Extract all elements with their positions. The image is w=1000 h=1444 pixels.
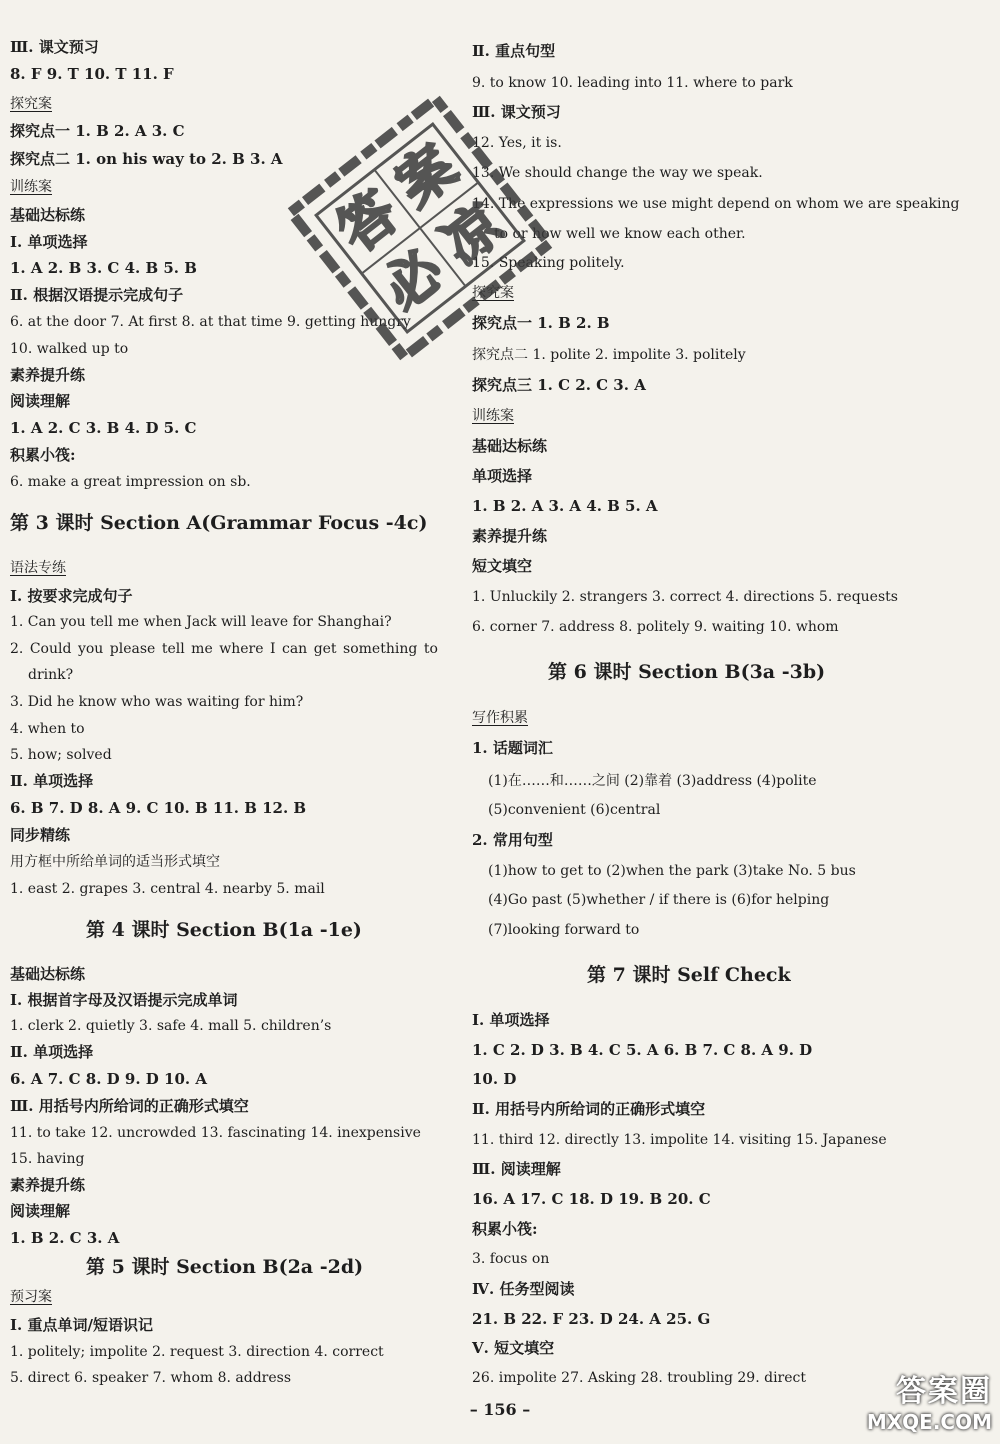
answer-line: (4)Go past (5)whether / if there is (6)for helping bbox=[488, 892, 830, 908]
subsection-line: Ⅲ. 阅读理解 bbox=[472, 1160, 561, 1178]
answer-word: Could bbox=[29, 641, 72, 657]
answer-line: (5)convenient (6)central bbox=[488, 802, 661, 818]
subsection-line: 阅读理解 bbox=[10, 1202, 71, 1220]
subsection-line: 探究点二 1. on his way to 2. B 3. A bbox=[10, 150, 283, 168]
stamp-char-4: 凉 bbox=[429, 191, 515, 278]
subsection-line: 阅读理解 bbox=[10, 392, 71, 410]
answer-line: 5. direct 6. speaker 7. whom 8. address bbox=[10, 1370, 292, 1386]
subsection-line: 素养提升练 bbox=[472, 527, 548, 545]
answer-line: 13. We should change the way we speak. bbox=[472, 165, 763, 181]
answer-word: please bbox=[109, 641, 156, 657]
subsection-line: 2. 常用句型 bbox=[472, 831, 553, 849]
section-label: 预习案 bbox=[10, 1289, 52, 1305]
subsection-line: 1. C 2. D 3. B 4. C 5. A 6. B 7. C 8. A 9. D bbox=[472, 1041, 813, 1059]
subsection-line: 基础达标练 bbox=[10, 206, 86, 224]
answer-line: 6. at the door 7. At first 8. at that time 9. getting hungry bbox=[10, 314, 411, 330]
subsection-line: Ⅱ. 单项选择 bbox=[10, 772, 94, 790]
stamp-char-3: 必 bbox=[371, 236, 457, 324]
subsection-line: 探究点一 1. B 2. A 3. C bbox=[10, 122, 185, 140]
subsection-line: Ⅲ. 课文预习 bbox=[472, 103, 561, 121]
lesson-heading: 第 7 课时 Self Check bbox=[587, 964, 791, 986]
subsection-line: 积累小筏: bbox=[10, 446, 76, 464]
answer-word: something bbox=[343, 641, 418, 657]
subsection-line: Ⅰ. 重点单词/短语识记 bbox=[10, 1316, 153, 1334]
answer-line: 4. when to bbox=[10, 721, 85, 737]
subsection-line: 短文填空 bbox=[472, 557, 533, 575]
subsection-line: 基础达标练 bbox=[472, 437, 548, 455]
stamp-char-1: 答 bbox=[325, 178, 411, 265]
subsection-line: 1. A 2. C 3. B 4. D 5. C bbox=[10, 419, 197, 437]
subsection-line: 探究点一 1. B 2. B bbox=[472, 314, 610, 332]
subsection-line: 1. 话题词汇 bbox=[472, 739, 553, 757]
subsection-line: 10. D bbox=[472, 1070, 517, 1088]
answer-line: 3. focus on bbox=[472, 1251, 550, 1267]
answer-line: 11. third 12. directly 13. impolite 14. visiting 15. Japanese bbox=[472, 1132, 887, 1148]
answer-line: 5. how; solved bbox=[10, 747, 112, 763]
answer-line: 1. east 2. grapes 3. central 4. nearby 5. mail bbox=[10, 881, 325, 897]
subsection-line: Ⅳ. 任务型阅读 bbox=[472, 1280, 575, 1298]
subsection-line: Ⅱ. 根据汉语提示完成句子 bbox=[10, 286, 184, 304]
section-label: 训练案 bbox=[472, 408, 514, 424]
answer-word: you bbox=[77, 641, 104, 657]
answer-line: 1. Can you tell me when Jack will leave for Shanghai? bbox=[10, 614, 392, 630]
answer-word: 2. bbox=[10, 641, 24, 657]
section-label: 探究案 bbox=[10, 96, 52, 112]
answer-line: 9. to know 10. leading into 11. where to park bbox=[472, 75, 793, 91]
answer-line: 26. impolite 27. Asking 28. troubling 29. direct bbox=[472, 1370, 806, 1386]
subsection-line: 6. B 7. D 8. A 9. C 10. B 11. B 12. B bbox=[10, 799, 307, 817]
answer-word: I bbox=[269, 641, 276, 657]
answer-line: 15. having bbox=[10, 1151, 85, 1167]
subsection-line: Ⅲ. 课文预习 bbox=[10, 38, 99, 56]
answer-line: 1. politely; impolite 2. request 3. direction 4. correct bbox=[10, 1344, 384, 1360]
answer-line: 12. Yes, it is. bbox=[472, 135, 562, 151]
subsection-line: 8. F 9. T 10. T 11. F bbox=[10, 65, 174, 83]
section-label: 探究案 bbox=[472, 285, 514, 301]
lesson-heading: 第 3 课时 Section A(Grammar Focus -4c) bbox=[10, 512, 428, 534]
subsection-line: 1. A 2. B 3. C 4. B 5. B bbox=[10, 259, 197, 277]
section-label: 语法专练 bbox=[10, 560, 66, 576]
answer-word: tell bbox=[161, 641, 185, 657]
lesson-heading: 第 6 课时 Section B(3a -3b) bbox=[548, 661, 826, 683]
answer-word: to bbox=[423, 641, 438, 657]
subsection-line: 素养提升练 bbox=[10, 366, 86, 384]
subsection-line: Ⅰ. 按要求完成句子 bbox=[10, 587, 133, 605]
answer-line: drink? bbox=[28, 667, 74, 683]
section-label: 训练案 bbox=[10, 179, 52, 195]
watermark-logo: 答案圈 bbox=[896, 1374, 992, 1409]
answer-line: 3. Did he know who was waiting for him? bbox=[10, 694, 304, 710]
page-number: – 156 – bbox=[469, 1400, 531, 1419]
lesson-heading: 第 4 课时 Section B(1a -1e) bbox=[86, 919, 362, 941]
subsection-line: 1. B 2. A 3. A 4. B 5. A bbox=[472, 497, 658, 515]
subsection-line: 同步精练 bbox=[10, 826, 71, 844]
answer-word: where bbox=[219, 641, 264, 657]
subsection-line: 21. B 22. F 23. D 24. A 25. G bbox=[472, 1310, 711, 1328]
subsection-line: 单项选择 bbox=[472, 467, 533, 485]
answer-word: can bbox=[281, 641, 308, 657]
answer-line: 用方框中所给单词的适当形式填空 bbox=[10, 854, 220, 870]
answer-line: 6. make a great impression on sb. bbox=[10, 474, 251, 490]
answer-line: to or how well we know each other. bbox=[494, 226, 746, 242]
answer-line: 15. Speaking politely. bbox=[472, 255, 625, 271]
subsection-line: Ⅱ. 重点句型 bbox=[472, 42, 556, 60]
subsection-line: 16. A 17. C 18. D 19. B 20. C bbox=[472, 1190, 711, 1208]
subsection-line: 积累小筏: bbox=[472, 1220, 538, 1238]
answer-line: (1)在……和……之间 (2)靠着 (3)address (4)polite bbox=[488, 773, 817, 789]
subsection-line: Ⅰ. 单项选择 bbox=[472, 1011, 550, 1029]
subsection-line: 基础达标练 bbox=[10, 965, 86, 983]
subsection-line: 探究点三 1. C 2. C 3. A bbox=[472, 376, 646, 394]
answer-line: 探究点二 1. polite 2. impolite 3. politely bbox=[472, 347, 746, 363]
answer-line: 14. The expressions we use might depend on whom we are speaking bbox=[472, 196, 960, 212]
subsection-line: Ⅱ. 单项选择 bbox=[10, 1043, 94, 1061]
lesson-heading: 第 5 课时 Section B(2a -2d) bbox=[86, 1256, 364, 1278]
subsection-line: Ⅰ. 根据首字母及汉语提示完成单词 bbox=[10, 991, 238, 1009]
answer-line: (7)looking forward to bbox=[488, 922, 640, 938]
section-label: 写作积累 bbox=[472, 710, 528, 726]
subsection-line: Ⅴ. 短文填空 bbox=[472, 1339, 555, 1357]
answer-word: me bbox=[191, 641, 213, 657]
stamp-char-2: 案 bbox=[383, 132, 469, 220]
answer-line: 10. walked up to bbox=[10, 341, 129, 357]
subsection-line: Ⅱ. 用括号内所给词的正确形式填空 bbox=[472, 1100, 706, 1118]
watermark-url: MXQE.COM bbox=[866, 1410, 992, 1434]
answer-line: (1)how to get to (2)when the park (3)take No. 5 bus bbox=[488, 863, 856, 879]
subsection-line: Ⅲ. 用括号内所给词的正确形式填空 bbox=[10, 1097, 249, 1115]
subsection-line: Ⅰ. 单项选择 bbox=[10, 233, 88, 251]
subsection-line: 1. B 2. C 3. A bbox=[10, 1229, 120, 1247]
subsection-line: 素养提升练 bbox=[10, 1176, 86, 1194]
answer-line: 1. Unluckily 2. strangers 3. correct 4. directions 5. requests bbox=[472, 589, 898, 605]
answer-line: 1. clerk 2. quietly 3. safe 4. mall 5. children’s bbox=[10, 1018, 332, 1034]
answer-line bbox=[10, 640, 438, 658]
answer-line: 6. corner 7. address 8. politely 9. waiting 10. whom bbox=[472, 619, 839, 635]
subsection-line: 6. A 7. C 8. D 9. D 10. A bbox=[10, 1070, 207, 1088]
answer-word: get bbox=[313, 641, 337, 657]
answer-line: 11. to take 12. uncrowded 13. fascinating 14. inexpensive bbox=[10, 1125, 421, 1141]
watermark bbox=[824, 1366, 1000, 1444]
